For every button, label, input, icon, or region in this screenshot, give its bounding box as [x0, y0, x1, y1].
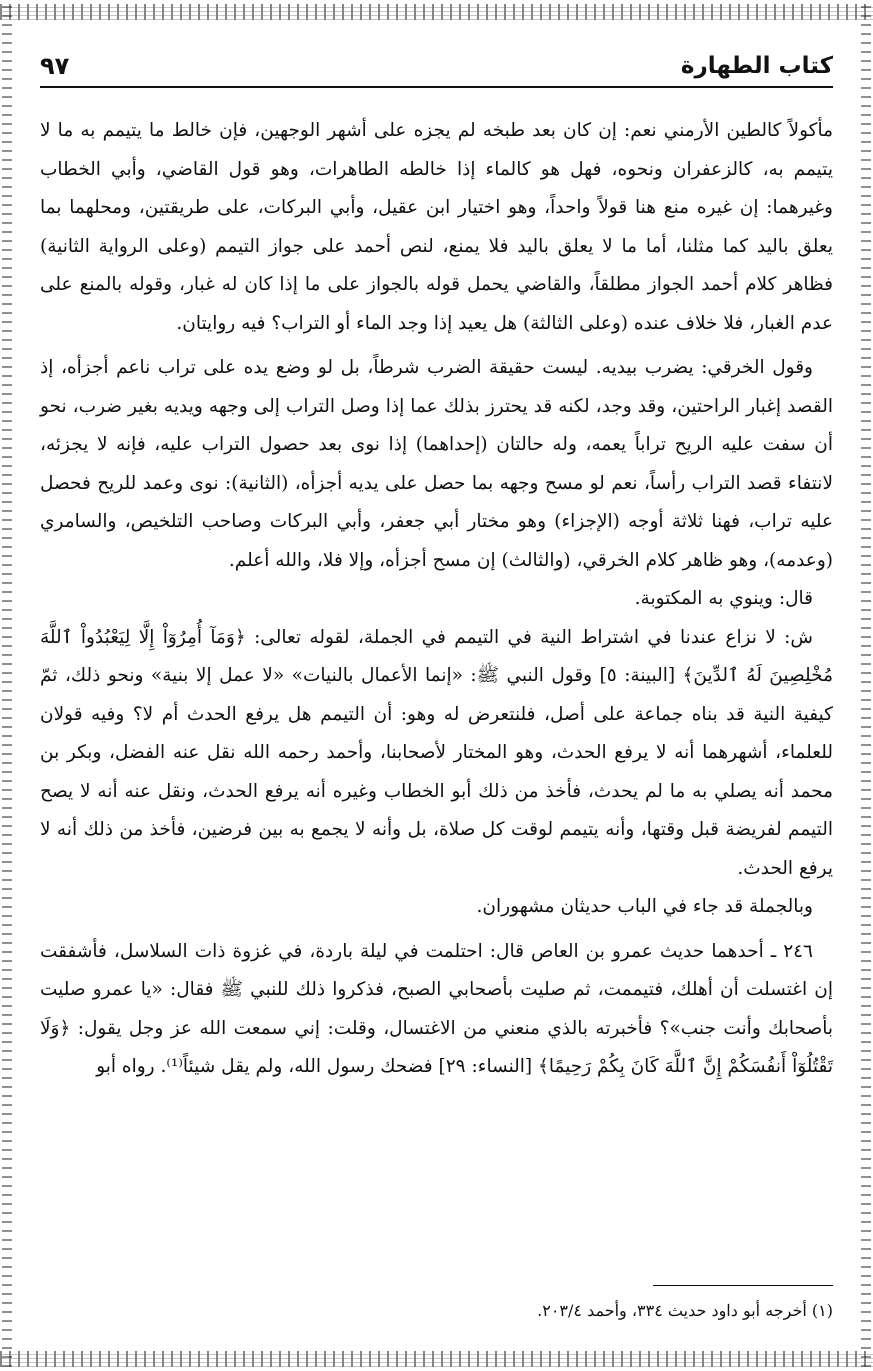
paragraph-two-hadiths: وبالجملة قد جاء في الباب حديثان مشهوران.	[476, 896, 813, 917]
paragraph-earth-mixtures: مأكولاً كالطين الأرمني نعم: إن كان بعد طبخه لم يجزه على أشهر الوجهين، فإن خالط ما يتيمم به ما لا يتيمم به، كالزعفران ونحوه، فهل هو كالماء إذا خالطه الطاهرات، وهو قول القاضي، وأبي الخطاب وغيرهما: إن غيره منع هنا قولاً واحداً، وهو اختيار ابن عقيل، وأبي البركات، على طريقتين، ومحلهما بما يعلق باليد كما مثلنا، أما ما لا يعلق باليد فلا يمنع، لنص أحمد على جواز التيمم (وعلى الرواية الثانية) فظاهر كلام أحمد الجواز مطلقاً، والقاضي يحمل قوله بالجواز على ما إذا كان له غبار، وقوله بالمنع على عدم الغبار، فلا خلاف عنده (وعلى الثالثة) هل يعيد إذا وجد الماء أو التراب؟ فيه روايتان.	[40, 120, 834, 334]
paragraph-intention-commentary: ش: لا نزاع عندنا في اشتراط النية في التيمم في الجملة، لقوله تعالى: ﴿وَمَآ أُمِرُوٓاْ إِلَّا لِيَعْبُدُواْ ٱللَّهَ مُخْلِصِينَ لَهُ ٱلدِّينَ﴾ [البينة: ٥] وقول النبي ﷺ: «إنما الأعمال بالنيات» «لا عمل إلا بنية» ونحو ذلك، ثمّ كيفية النية قد بناه جماعة على أصل، فلنتعرض له وهو: أن التيمم هل يرفع الحدث أم لا؟ وفيه قولان للعلماء، أشهرهما أنه لا يرفع الحدث، وهو المختار لأصحابنا، وأحمد رحمه الله نقل عنه الفضل، وبكر بن محمد أنه يصلي به ما لم يحدث، فأخذ من ذلك أبو الخطاب وغيره أنه يرفع الحدث، ونقل عنه أنه لا يصح التيمم لفريضة قبل وقتها، وأنه يتيمم لوقت كل صلاة، بل وأنه لا يجمع به بين فرضين، فأخذ من ذلك أنه لا يرفع الحدث.	[40, 626, 833, 879]
page-ornamental-border-right	[861, 4, 871, 1367]
page-number: ٩٧	[40, 52, 70, 80]
page-body	[40, 112, 833, 1087]
page-header	[40, 46, 833, 88]
page-ornamental-border-top	[0, 4, 873, 20]
page-ornamental-border-bottom	[0, 1351, 873, 1367]
running-title: كتاب الطهارة	[680, 53, 833, 79]
paragraph-khiraqi-striking: وقول الخرقي: يضرب بيديه. ليست حقيقة الضرب شرطاً، بل لو وضع يده على تراب ناعم أجزأه، إذ القصد إغبار الراحتين، وقد وجد، لكنه قد يحترز بذلك عما إذا وصل التراب إلى وجهه ويديه بغير ضرب، نحو أن سفت عليه الريح تراباً يعمه، وله حالتان (إحداهما) إذا نوى بعد حصول التراب عليه، فإنه لا يجزئه، لانتفاء قصد التراب رأساً، نعم لو مسح وجهه بما حصل على يديه أجزأه، (الثانية): نوى وعمد للريح فحصل عليه تراب، فهنا ثلاثة أوجه (الإجزاء) وهو مختار أبي جعفر، وأبي البركات وصاحب التلخيص، والسامري (وعدمه)، وهو ظاهر كلام الخرقي، (والثالث) إن مسح أجزأه، وإلا فلا، والله أعلم.	[40, 357, 834, 571]
paragraph-intention-statement: قال: وينوي به المكتوبة.	[634, 588, 813, 609]
page-ornamental-border-left	[2, 4, 12, 1367]
paragraph-hadith-246: ٢٤٦ ـ أحدهما حديث عمرو بن العاص قال: احتلمت في ليلة باردة، في غزوة ذات السلاسل، فأشفقت إن اغتسلت أن أهلك، فتيممت، ثم صليت بأصحابي الصبح، فذكروا ذلك للنبي ﷺ فقال: «يا عمرو صليت بأصحابك وأنت جنب»؟ فأخبرته بالذي منعني من الاغتسال، وقلت: إني سمعت الله عز وجل يقول: ﴿وَلَا تَقْتُلُوٓاْ أَنفُسَكُمْ إِنَّ ٱللَّهَ كَانَ بِكُمْ رَحِيمًا﴾ [النساء: ٢٩] فضحك رسول الله، ولم يقل شيئاً⁽¹⁾. رواه أبو	[40, 940, 833, 1077]
footnote: (١) أخرجه أبو داود حديث ٣٣٤، وأحمد ٢٠٣/٤.	[537, 1301, 833, 1320]
footnote-divider	[653, 1285, 833, 1286]
